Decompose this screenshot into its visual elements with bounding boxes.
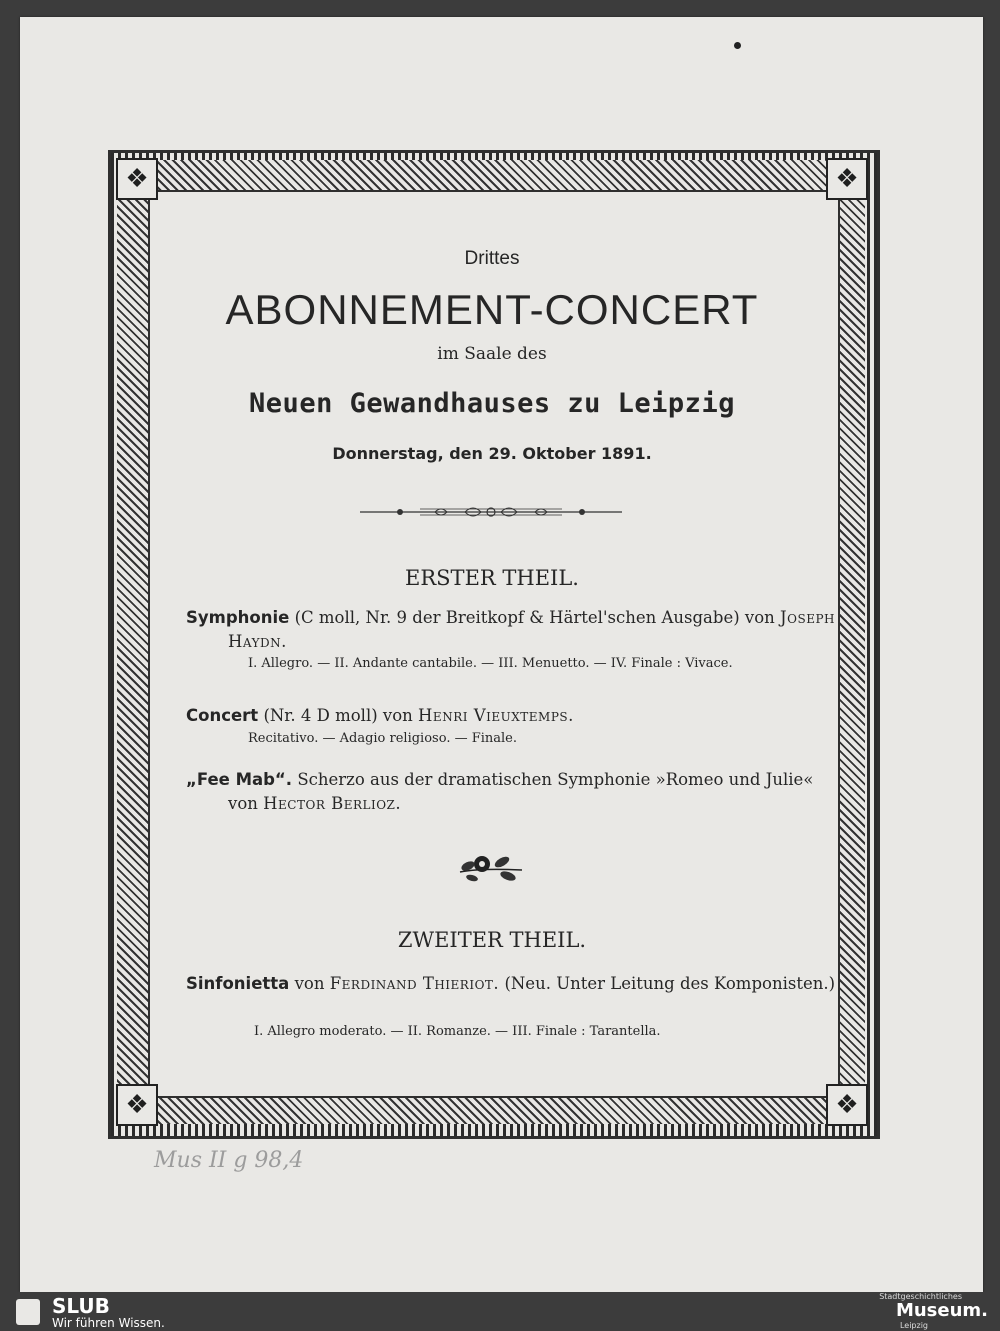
- composer-name: Hector Berlioz.: [263, 794, 402, 813]
- composer-name: Ferdinand Thieriot.: [329, 974, 500, 993]
- slub-tagline: Wir führen Wissen.: [52, 1316, 165, 1330]
- movements-list: Recitativo. — Adagio religioso. — Finale.: [248, 731, 517, 746]
- movements-list: I. Allegro moderato. — II. Romanze. — III. Finale : Tarantella.: [254, 1024, 661, 1039]
- slub-logo-icon: [16, 1299, 40, 1325]
- program-venue: Neuen Gewandhauses zu Leipzig: [249, 388, 735, 419]
- viewer-footer: [0, 1292, 1000, 1331]
- work-connector: von: [294, 974, 325, 993]
- corner-ornament-icon: ❖: [826, 1084, 868, 1126]
- museum-name: Museum.: [895, 1300, 988, 1321]
- handwritten-shelfmark: Mus II g 98,4: [154, 1148, 304, 1173]
- composer-name: Henri Vieuxtemps.: [418, 706, 574, 725]
- slub-name: SLUB: [52, 1294, 110, 1318]
- part2-heading: ZWEITER THEIL.: [397, 928, 587, 952]
- corner-ornament-icon: ❖: [826, 158, 868, 200]
- program-subheading: im Saale des: [437, 344, 547, 364]
- work-details: (Neu. Unter Leitung des Komponisten.): [504, 974, 836, 993]
- museum-location: Leipzig: [899, 1321, 928, 1330]
- program-item: [186, 972, 842, 996]
- movements-list: I. Allegro. — II. Andante cantabile. — III. Menuetto. — IV. Finale : Vivace.: [248, 656, 733, 671]
- museum-label: Stadtgeschichtliches: [879, 1292, 962, 1301]
- work-title: Concert: [186, 706, 259, 725]
- work-title: Symphonie: [186, 608, 290, 627]
- program-item: [186, 606, 842, 654]
- ornamental-rule-icon: [360, 502, 622, 522]
- work-title: Sinfonietta: [186, 974, 290, 993]
- work-details: (Nr. 4 D moll) von: [263, 706, 413, 725]
- work-details: (C moll, Nr. 9 der Breitkopf & Härtel'schen Ausgabe) von: [294, 608, 775, 627]
- program-title: ABONNEMENT-CONCERT: [225, 286, 759, 333]
- work-details: Scherzo aus der dramatischen Symphonie »Romeo und Julie« von: [228, 770, 814, 813]
- program-item: [186, 768, 842, 816]
- program-content: [148, 190, 836, 1094]
- ink-spot: [734, 42, 741, 49]
- corner-ornament-icon: ❖: [116, 158, 158, 200]
- corner-ornament-icon: ❖: [116, 1084, 158, 1126]
- program-date: Donnerstag, den 29. Oktober 1891.: [332, 444, 652, 463]
- part1-heading: ERSTER THEIL.: [405, 566, 579, 590]
- work-title: „Fee Mab“.: [186, 770, 293, 789]
- program-heading: Drittes: [464, 248, 520, 269]
- program-item: [186, 704, 842, 728]
- flower-vignette-icon: [458, 850, 524, 884]
- composer-name: Joseph Haydn.: [228, 608, 836, 651]
